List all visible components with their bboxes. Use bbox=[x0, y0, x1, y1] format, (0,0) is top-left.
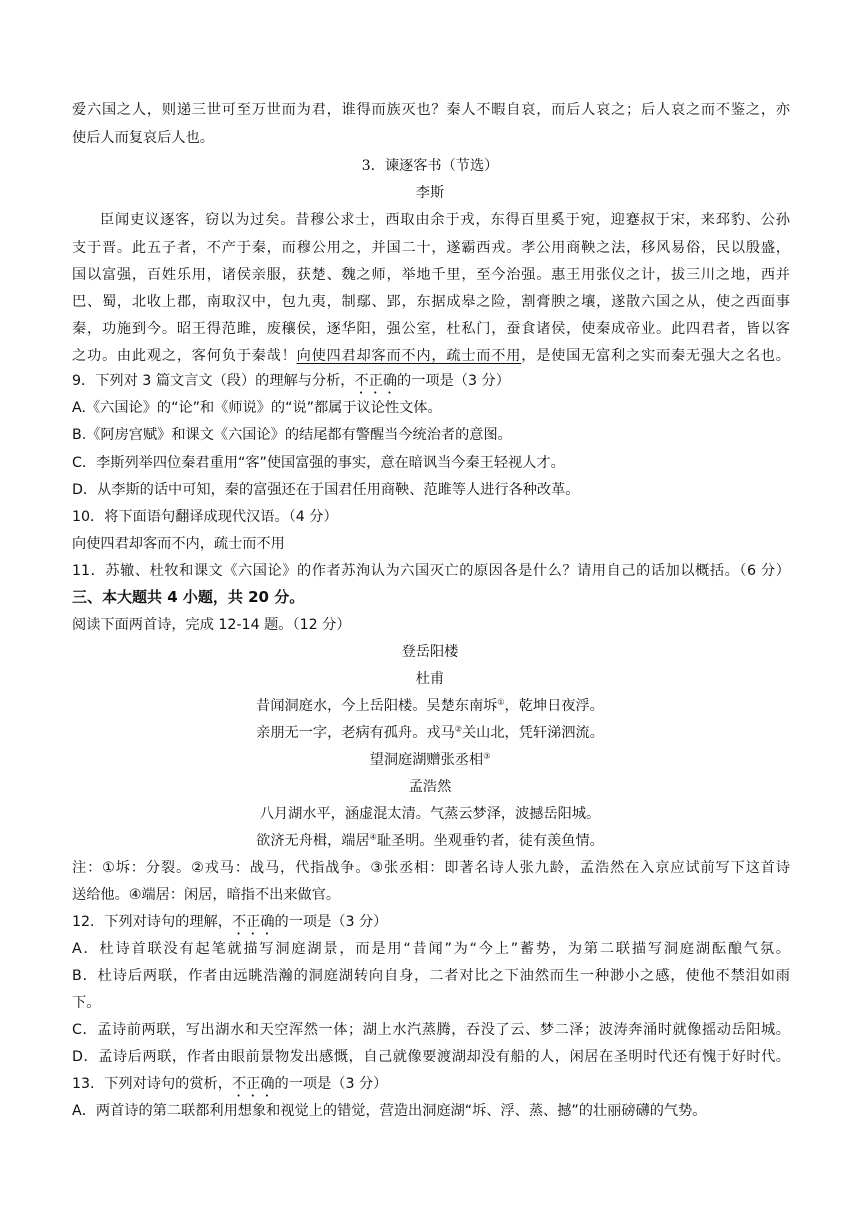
poem-text: 亲朋无一字，老病有孤舟。戎马 bbox=[256, 725, 455, 741]
text-line: 国以富强，百姓乐用，诸侯亲服，获楚、魏之师，举地千里，至今治强。惠王用张仪之计，拔三川之地，西并 bbox=[72, 267, 790, 283]
question-9-option: A.《六国论》的“论”和《师说》的“说”都属于议论性文体。 bbox=[72, 400, 442, 416]
poem-text: 昔闻洞庭水，今上岳阳楼。吴楚东南坼 bbox=[256, 698, 498, 714]
text-author: 李斯 bbox=[415, 185, 445, 201]
question-9-stem bbox=[72, 370, 510, 397]
passage-line: 使后人而复哀后人也。 bbox=[72, 130, 214, 146]
notes-line: 注：①坼：分裂。②戎马：战马，代指战争。③张丞相：即著名诗人张九龄，孟浩然在入京应试前写下这首诗 bbox=[72, 860, 790, 876]
underlined-sentence: 向使四君却客而不内，疏士而不用 bbox=[296, 348, 522, 364]
footnote-marker: ③ bbox=[483, 751, 491, 761]
question-9-option: C．李斯列举四位秦君重用“客”使国富强的事实，意在暗讽当今秦王轻视人才。 bbox=[72, 455, 565, 471]
poem-line bbox=[0, 695, 860, 715]
question-12-stem bbox=[72, 911, 387, 938]
question-9-option: B.《阿房宫赋》和课文《六国论》的结尾都有警醒当今统治者的意图。 bbox=[72, 427, 512, 443]
question-10-stem: 10．将下面语句翻译成现代汉语。（4 分） bbox=[72, 509, 338, 525]
poem-line bbox=[0, 722, 860, 742]
poem-text: ，乾坤日夜浮。 bbox=[504, 698, 604, 714]
poem-title-text: 望洞庭湖赠张丞相 bbox=[369, 752, 484, 768]
question-13-stem bbox=[72, 1073, 387, 1100]
passage-line: 爱六国之人，则递三世可至万世而为君，谁得而族灭也？秦人不暇自哀，而后人哀之；后人哀之而不鉴之，亦 bbox=[72, 102, 790, 118]
stem-text: 的一项是（3 分） bbox=[397, 373, 510, 389]
stem-text: 13．下列对诗句的赏析， bbox=[72, 1076, 232, 1092]
poem-line bbox=[0, 830, 860, 850]
text-segment: ，是使国无富利之实而秦无强大之名也。 bbox=[521, 348, 790, 364]
emphasis-text: 不正确 bbox=[354, 373, 398, 389]
question-12-option: C．孟诗前两联，写出湖水和天空浑然一体；湖上水汽蒸腾，吞没了云、梦二泽；波涛奔涌时就像摇动岳阳城。 bbox=[72, 1022, 790, 1038]
poem-author: 杜甫 bbox=[415, 671, 445, 687]
question-13-option: A．两首诗的第二联都利用想象和视觉上的错觉，营造出洞庭湖“坼、浮、蒸、撼”的壮丽磅礴的气势。 bbox=[72, 1103, 707, 1119]
question-12-option: 下。 bbox=[72, 995, 101, 1011]
poem-text: 耻圣明。坐观垂钓者，徒有羡鱼情。 bbox=[376, 833, 604, 849]
text-line: 秦，功施到今。昭王得范雎，废穰侯，逐华阳，强公室，杜私门，蚕食诸侯，使秦成帝业。此四君者，皆以客 bbox=[72, 321, 790, 337]
poem-title bbox=[0, 749, 860, 769]
question-12-option: B．杜诗后两联，作者由远眺浩瀚的洞庭湖转向自身，二者对比之下油然而生一种渺小之感，使他不禁泪如雨 bbox=[72, 968, 790, 984]
question-11-stem: 11．苏辙、杜牧和课文《六国论》的作者苏洵认为六国灭亡的原因各是什么？请用自己的话加以概括。（6 分） bbox=[72, 563, 790, 579]
emphasis-text: 不正确 bbox=[231, 914, 275, 930]
section-instruction: 阅读下面两首诗，完成 12-14 题。（12 分） bbox=[72, 617, 351, 633]
poem-line: 八月湖水平，涵虚混太清。气蒸云梦泽，波撼岳阳城。 bbox=[259, 806, 601, 822]
stem-text: 9．下列对 3 篇文言文（段）的理解与分析， bbox=[72, 373, 355, 389]
footnote-marker: ② bbox=[454, 724, 462, 734]
footnote-marker: ① bbox=[497, 697, 505, 707]
text-line: 支于晋。此五子者，不产于秦，而穆公用之，并国二十，遂霸西戎。孝公用商鞅之法，移风易俗，民以殷盛， bbox=[72, 240, 790, 256]
stem-text: 12．下列对诗句的理解， bbox=[72, 914, 232, 930]
question-12-option: D．孟诗后两联，作者由眼前景物发出感慨，自己就像要渡湖却没有船的人，闲居在圣明时代还有愧于好时代。 bbox=[72, 1049, 790, 1065]
footnote-marker: ④ bbox=[369, 832, 377, 842]
question-12-option: A．杜诗首联没有起笔就描写洞庭湖景，而是用“昔闻”为“今上”蓄势，为第二联描写洞庭湖酝酿气氛。 bbox=[72, 941, 790, 957]
question-9-option: D．从李斯的话中可知，秦的富强还在于国君任用商鞅、范雎等人进行各种改革。 bbox=[72, 482, 580, 498]
section-heading: 三、本大题共 4 小题，共 20 分。 bbox=[72, 588, 305, 606]
notes-line: 送给他。④端居：闲居，暗指不出来做官。 bbox=[72, 887, 341, 903]
poem-text: 欲济无舟楫，端居 bbox=[256, 833, 370, 849]
text-segment: 之功。由此观之，客何负于秦哉！ bbox=[72, 348, 297, 364]
poem-title: 登岳阳楼 bbox=[401, 644, 459, 660]
text-title: 3．谏逐客书（节选） bbox=[361, 158, 499, 174]
text-line: 巴、蜀，北收上郡，南取汉中，包九夷，制鄢、郢，东据成皋之险，割膏腴之壤，遂散六国之从，使之西面事 bbox=[72, 294, 790, 310]
stem-text: 的一项是（3 分） bbox=[274, 914, 388, 930]
emphasis-text: 不正确 bbox=[231, 1076, 275, 1092]
stem-text: 的一项是（3 分） bbox=[274, 1076, 388, 1092]
poem-author: 孟浩然 bbox=[408, 779, 452, 795]
question-10-sentence: 向使四君却客而不内，疏士而不用 bbox=[72, 536, 285, 552]
text-line: 臣闻吏议逐客，窃以为过矣。昔穆公求士，西取由余于戎，东得百里奚于宛，迎蹇叔于宋，来邳豹、公孙 bbox=[100, 212, 790, 228]
text-line-last bbox=[72, 345, 790, 365]
poem-text: 关山北，凭轩涕泗流。 bbox=[461, 725, 604, 741]
